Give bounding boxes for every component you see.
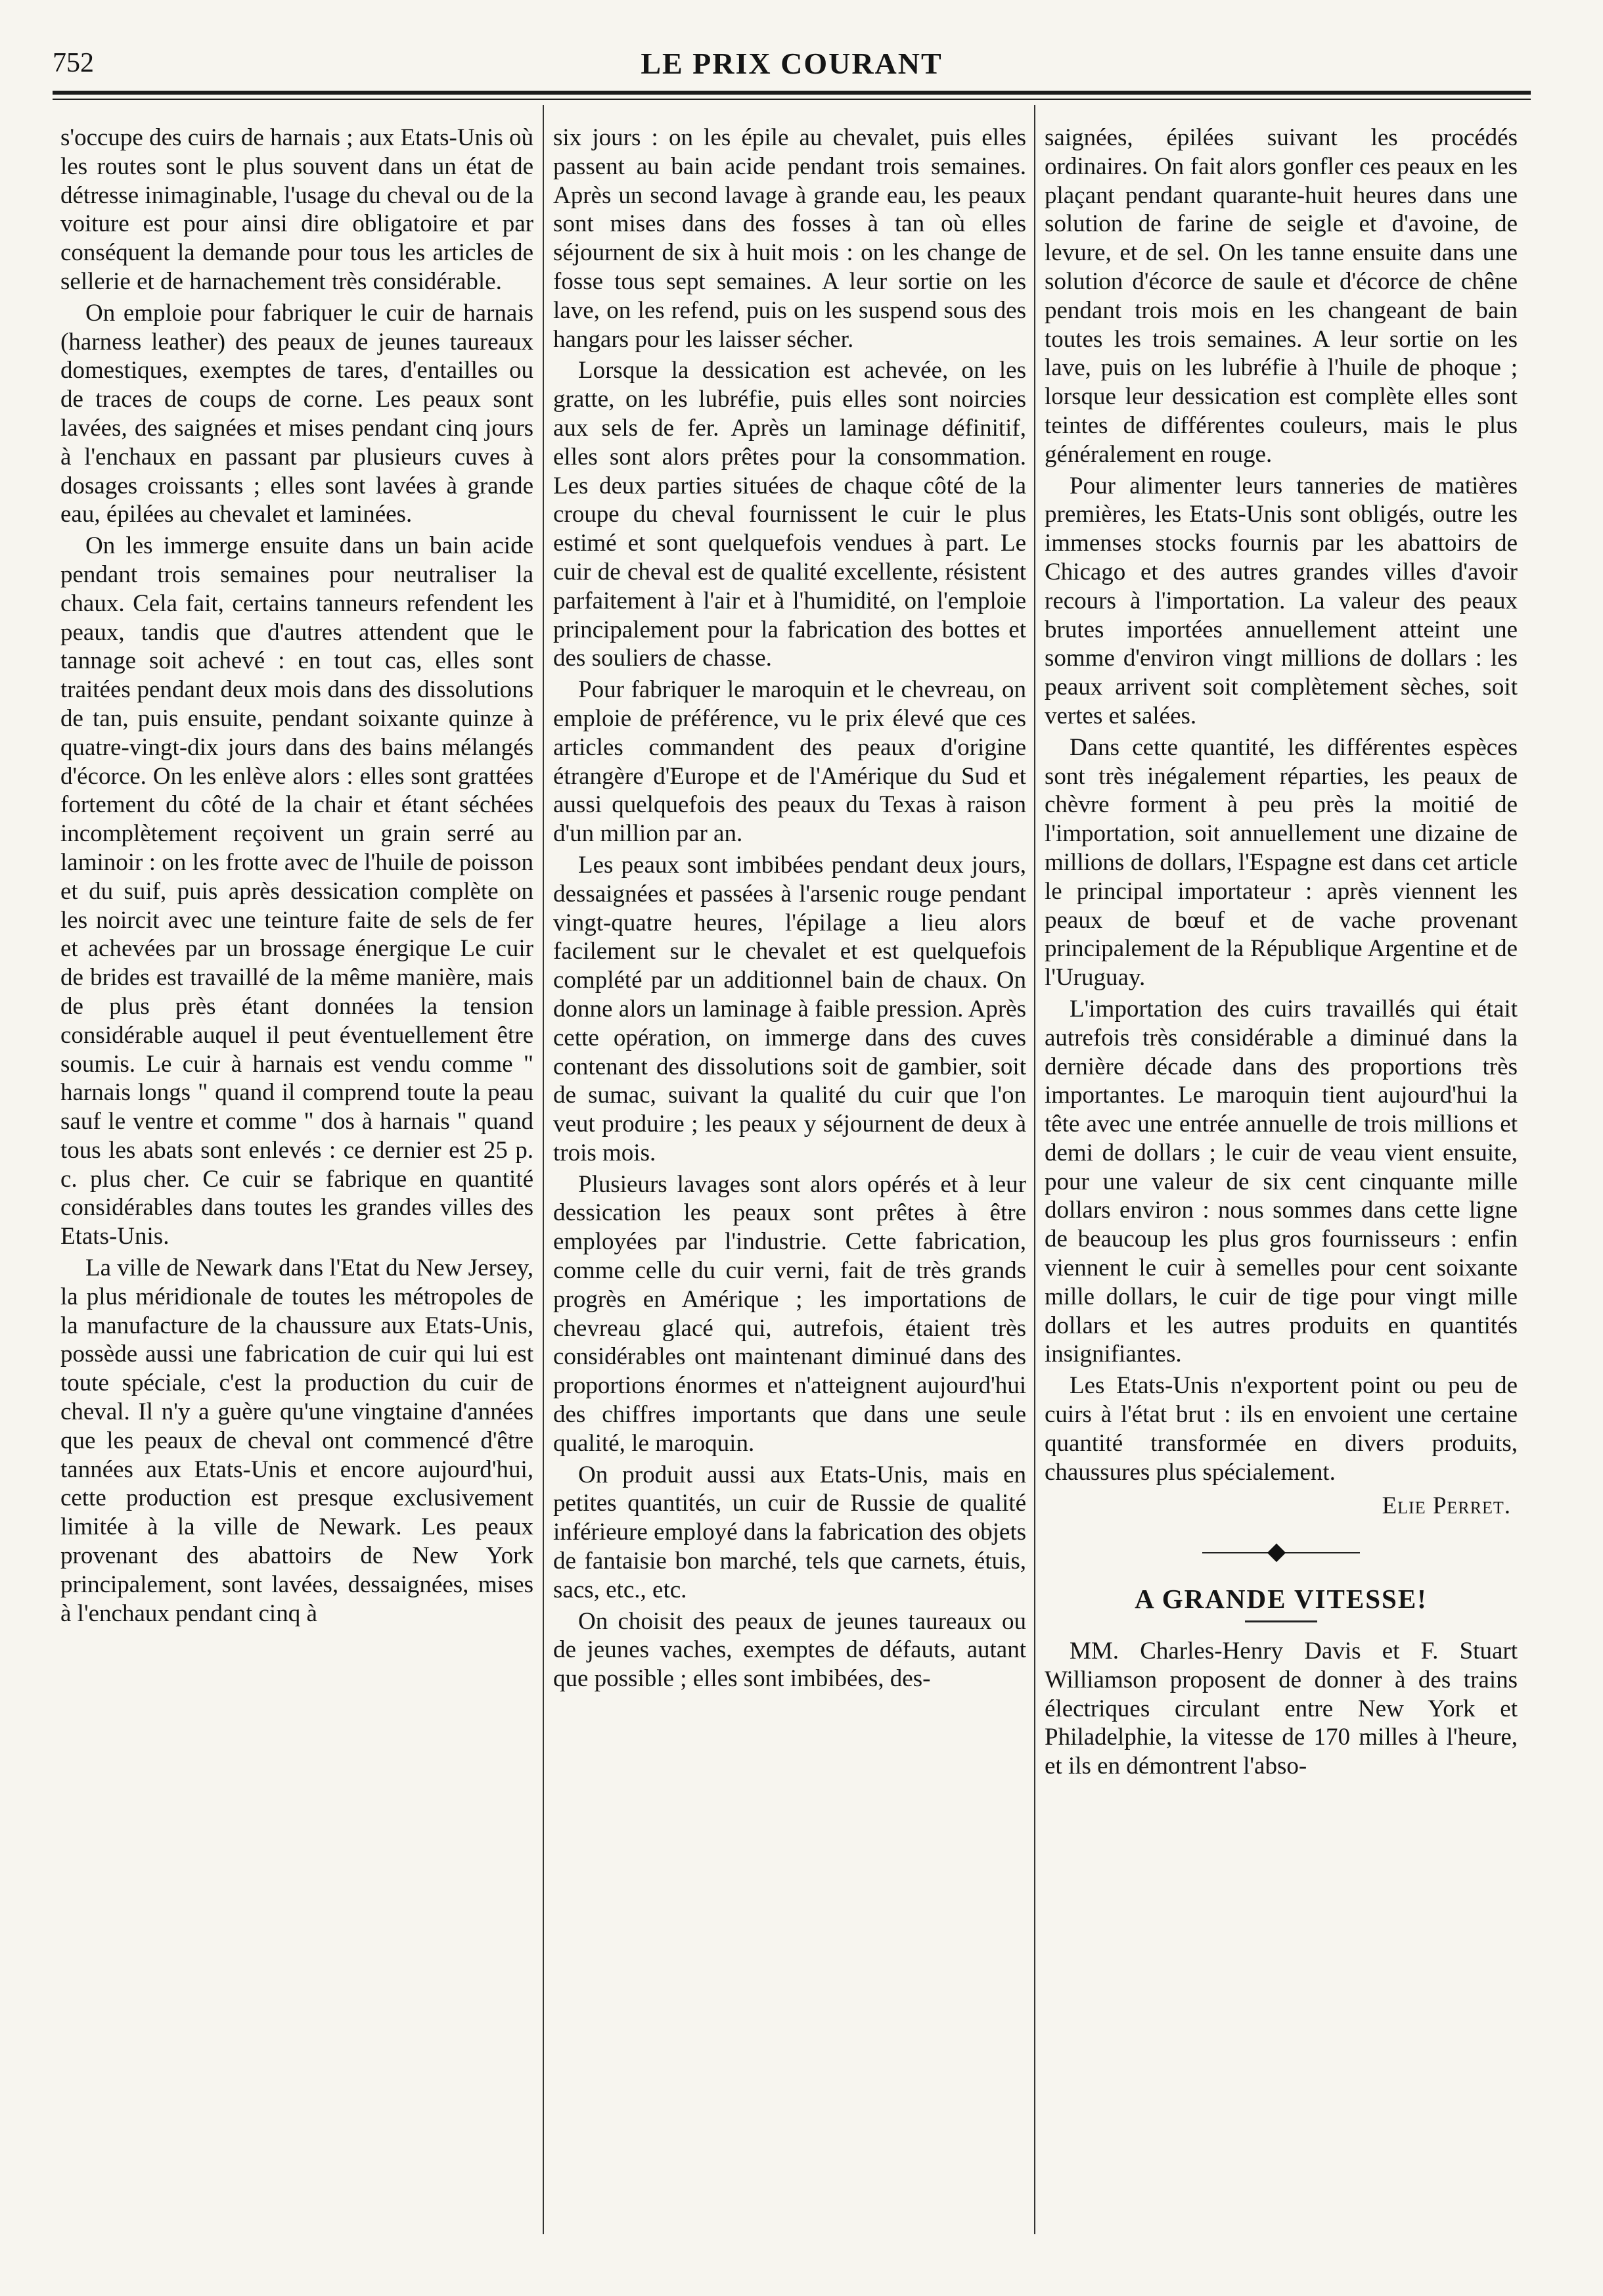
heading-rule — [1245, 1620, 1317, 1622]
paragraph: six jours : on les épile au chevalet, puis elles passent au bain acide pendant trois semaines. Après un second lavage à grande eau, les peaux sont mises dans des fosses à tan où elles séjournent de six à huit mois : on les change de fosse tous sept semaines. A leur sortie on les lave, on les refend, puis on les suspend sous des hangars pour les laisser sécher. — [553, 124, 1026, 353]
paragraph: Plusieurs lavages sont alors opérés et à leur dessication les peaux sont prêtes à être employées par l'industrie. Cette fabrication, comme celle du cuir verni, fait de très grands progrès en Amérique ; les importations de chevreau glacé qui, autrefois, étaient très considérables ont maintenant diminué dans des proportions énormes et n'atteignent aujourd'hui des chiffres importants que dans une seule qualité, le maroquin. — [553, 1170, 1026, 1457]
paragraph: On les immerge ensuite dans un bain acide pendant trois semaines pour neutraliser la chaux. Cela fait, certains tanneurs refendent les peaux, tandis que d'autres attendent que le tannage soit achevé : en tout cas, elles sont traitées pendant deux mois dans des dissolutions de tan, puis ensuite, pendant soixante quinze à quatre-vingt-dix jours dans des bains mélangés d'écorce. On les enlève alors : elles sont grattées fortement du côté de la chair et étant séchées incomplètement reçoivent un grain serré au laminoir : on les frotte avec de l'huile de poisson et du suif, puis après dessication complète on les noircit avec une teinture faite de sels de fer et achevées par un brossage énergique Le cuir de brides est travaillé de la même manière, mais de plus près étant données la tension considérable auquel il peut éventuellement être soumis. Le cuir à harnais est vendu comme " harnais longs " quand il comprend toute la peau sauf le ventre et comme " dos à harnais " quand tous les abats sont enlevés : ce dernier est 25 p. c. plus cher. Ce cuir se fabrique en quantité considérables dans toutes les grandes villes des Etats-Unis. — [60, 532, 533, 1251]
paragraph: On choisit des peaux de jeunes taureaux ou de jeunes vaches, exemptes de défauts, autant que possible ; elles sont imbibées, des- — [553, 1607, 1026, 1693]
page-number: 752 — [53, 48, 94, 78]
paragraph: On emploie pour fabriquer le cuir de harnais (harness leather) des peaux de jeunes taureaux domestiques, exemptes de tares, d'entailles ou de traces de coups de corne. Les peaux sont lavées, des saignées et mises pendant cinq jours à l'enchaux en passant par plusieurs cuves à dosages croissants ; elles sont lavées à grande eau, épilées au chevalet et laminées. — [60, 299, 533, 528]
paragraph: Pour alimenter leurs tanneries de matières premières, les Etats-Unis sont obligés, outre les immenses stocks fournis par les abattoirs de Chicago et des autres grandes villes d'avoir recours à l'importation. La valeur des peaux brutes importées annuellement atteint une somme d'environ vingt millions de dollars : les peaux arrivent soit complètement sèches, soit vertes et salées. — [1045, 472, 1518, 729]
paragraph: Les peaux sont imbibées pendant deux jours, dessaignées et passées à l'arsenic rouge pendant vingt-quatre heures, l'épilage a lieu alors facilement sur le chevalet et est quelquefois complété par un additionnel bain de chaux. On donne alors un laminage à faible pression. Après cette opération, on immerge dans des cuves contenant des dissolutions soit de gambier, soit de sumac, suivant la qualité du cuir que l'on veut produire ; les peaux y séjournent de deux à trois mois. — [553, 851, 1026, 1166]
paragraph: Pour fabriquer le maroquin et le chevreau, on emploie de préférence, vu le prix élevé que ces articles commandent des peaux d'origine étrangère d'Europe et de l'Amérique du Sud et aussi quelquefois des peaux du Texas à raison d'un million par an. — [553, 676, 1026, 848]
paragraph: Les Etats-Unis n'exportent point ou peu de cuirs à l'état brut : ils en envoient une certaine quantité transformée en divers produits, chaussures plus spécialement. — [1045, 1372, 1518, 1486]
column-2 — [553, 124, 1026, 2259]
author-signature: Elie Perret. — [1382, 1492, 1511, 1520]
paragraph: Lorsque la dessication est achevée, on les gratte, on les lubréfie, puis elles sont noircies aux sels de fer. Après un laminage définitif, elles sont alors prêtes pour la consommation. Les deux parties situées de chaque côté de la croupe du cheval fournissent le cuir le plus estimé et sont quelquefois vendues à part. Le cuir de cheval est de qualité excellente, résistent parfaitement à l'air et à l'humidité, on l'emploie principalement pour la fabrication des bottes et des souliers de chasse. — [553, 357, 1026, 672]
ornament-diamond-icon — [1267, 1544, 1286, 1562]
column-3 — [1045, 124, 1518, 2259]
paragraph: MM. Charles-Henry Davis et F. Stuart Williamson proposent de donner à des trains électriques circulant entre New York et Philadelphie, la vitesse de 170 milles à l'heure, et ils en démontrent l'abso- — [1045, 1638, 1518, 1780]
column-1 — [60, 124, 533, 2259]
paragraph: Dans cette quantité, les différentes espèces sont très inégalement réparties, les peaux de chèvre forment à peu près la moitié de l'importation, soit annuellement une dizaine de millions de dollars, l'Espagne est dans cet article le principal importateur : après viennent les peaux de bœuf et de vache provenant principalement de la République Argentine et de l'Uruguay. — [1045, 733, 1518, 992]
page-header — [53, 43, 1531, 89]
section-ornament — [1045, 1543, 1518, 1563]
journal-title: LE PRIX COURANT — [641, 47, 943, 80]
header-rule-thin — [53, 99, 1531, 100]
paragraph: La ville de Newark dans l'Etat du New Jersey, la plus méridionale de toutes les métropoles de la manufacture de la chaussure aux Etats-Unis, possède aussi une fabrication de cuir qui lui est toute spéciale, c'est la production du cuir de cheval. Il n'y a guère qu'une vingtaine d'années que les peaux de cheval ont commencé d'être tannées aux Etats-Unis et encore aujourd'hui, cette production est presque exclusivement limitée à la ville de Newark. Les peaux provenant des abattoirs de New York principalement, sont lavées, dessaignées, mises à l'enchaux pendant cinq à — [60, 1254, 533, 1627]
column-divider-1 — [543, 105, 544, 2234]
header-rule-thick — [53, 91, 1531, 95]
paragraph: L'importation des cuirs travaillés qui était autrefois très considérable a diminué dans la dernière décade dans des proportions très importantes. Le maroquin tient aujourd'hui la tête avec une entrée annuelle de trois millions et demi de dollars ; le cuir de veau vient ensuite, pour une valeur de six cent cinquante mille dollars environ : nous sommes dans cette ligne de beaucoup les plus gros fournisseurs : enfin viennent le cuir à semelles pour cent soixante mille dollars, le cuir de tige pour vingt mille dollars et les autres produits en quantités insignifiantes. — [1045, 995, 1518, 1368]
paragraph: saignées, épilées suivant les procédés ordinaires. On fait alors gonfler ces peaux en les plaçant pendant quarante-huit heures dans une solution de farine de seigle et d'avoine, de levure, et de sel. On les tanne ensuite dans une solution d'écorce de saule et d'écorce de chêne pendant trois mois en les changeant de bain toutes les trois semaines. A leur sortie on les lave, puis on les lubréfie à l'huile de phoque ; lorsque leur dessication est complète elles sont teintes de différentes couleurs, mais le plus généralement en rouge. — [1045, 124, 1518, 468]
column-divider-2 — [1034, 105, 1035, 2234]
paragraph: On produit aussi aux Etats-Unis, mais en petites quantités, un cuir de Russie de qualité inférieure employé dans la fabrication des objets de fantaisie bon marché, tels que carnets, étuis, sacs, etc., etc. — [553, 1461, 1026, 1603]
section-heading: A GRANDE VITESSE! — [1135, 1584, 1428, 1615]
paragraph: s'occupe des cuirs de harnais ; aux Etats-Unis où les routes sont le plus souvent dans un état de détresse inimaginable, l'usage du cheval ou de la voiture est pour ainsi dire obligatoire et par conséquent la demande pour tous les articles de sellerie et de harnachement très considérable. — [60, 124, 533, 295]
